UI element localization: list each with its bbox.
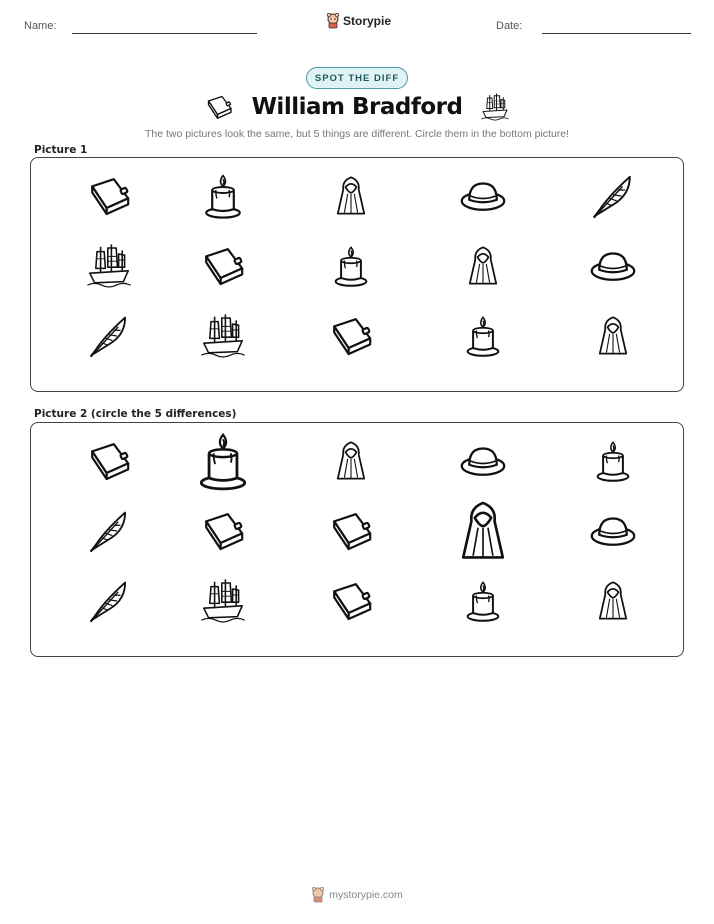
spot-the-diff-badge: SPOT THE DIFF xyxy=(306,67,408,89)
candle-icon xyxy=(329,244,373,288)
cloak-icon xyxy=(461,244,505,288)
picture-2-label: Picture 2 (circle the 5 differences) xyxy=(34,408,237,420)
candle-icon xyxy=(199,172,247,220)
cloak-icon xyxy=(329,439,373,483)
book-icon xyxy=(85,437,133,485)
picture-1-panel xyxy=(30,157,684,392)
book-icon xyxy=(327,577,375,625)
hat-icon xyxy=(588,241,638,291)
picture-1-label: Picture 1 xyxy=(34,144,88,156)
ship-icon xyxy=(480,92,510,122)
candle-icon xyxy=(192,430,254,492)
cloak-icon xyxy=(329,174,373,218)
candle-icon xyxy=(461,579,505,623)
book-icon xyxy=(199,507,247,555)
brand-name: Storypie xyxy=(343,14,392,28)
ship-icon xyxy=(199,577,247,625)
storypie-mascot-icon xyxy=(326,13,340,29)
book-icon xyxy=(204,92,234,122)
storypie-mascot-icon xyxy=(311,887,325,903)
hat-icon xyxy=(458,436,508,486)
instructions: The two pictures look the same, but 5 things are different. Circle them in the bottom picture! xyxy=(144,128,570,140)
book-icon xyxy=(327,507,375,555)
book-icon xyxy=(85,172,133,220)
footer xyxy=(0,887,714,903)
brand-logo xyxy=(326,13,391,29)
candle-icon xyxy=(461,314,505,358)
hat-icon xyxy=(588,506,638,556)
quill-icon xyxy=(86,578,132,624)
title-row xyxy=(0,92,714,122)
footer-url[interactable]: mystorypie.com xyxy=(329,889,403,901)
name-line[interactable] xyxy=(72,33,257,34)
ship-icon xyxy=(199,312,247,360)
quill-icon xyxy=(86,508,132,554)
ship-icon xyxy=(85,242,133,290)
cloak-icon xyxy=(591,579,635,623)
cloak-icon xyxy=(450,498,516,564)
page-title: William Bradford xyxy=(251,94,463,120)
quill-icon xyxy=(86,313,132,359)
book-icon xyxy=(199,242,247,290)
cloak-icon xyxy=(591,314,635,358)
name-label: Name: xyxy=(24,20,57,32)
quill-icon xyxy=(589,172,637,220)
date-label: Date: xyxy=(496,20,523,32)
picture-2-panel[interactable] xyxy=(30,422,684,657)
date-line[interactable] xyxy=(542,33,691,34)
hat-icon xyxy=(458,171,508,221)
book-icon xyxy=(327,312,375,360)
candle-icon xyxy=(591,439,635,483)
